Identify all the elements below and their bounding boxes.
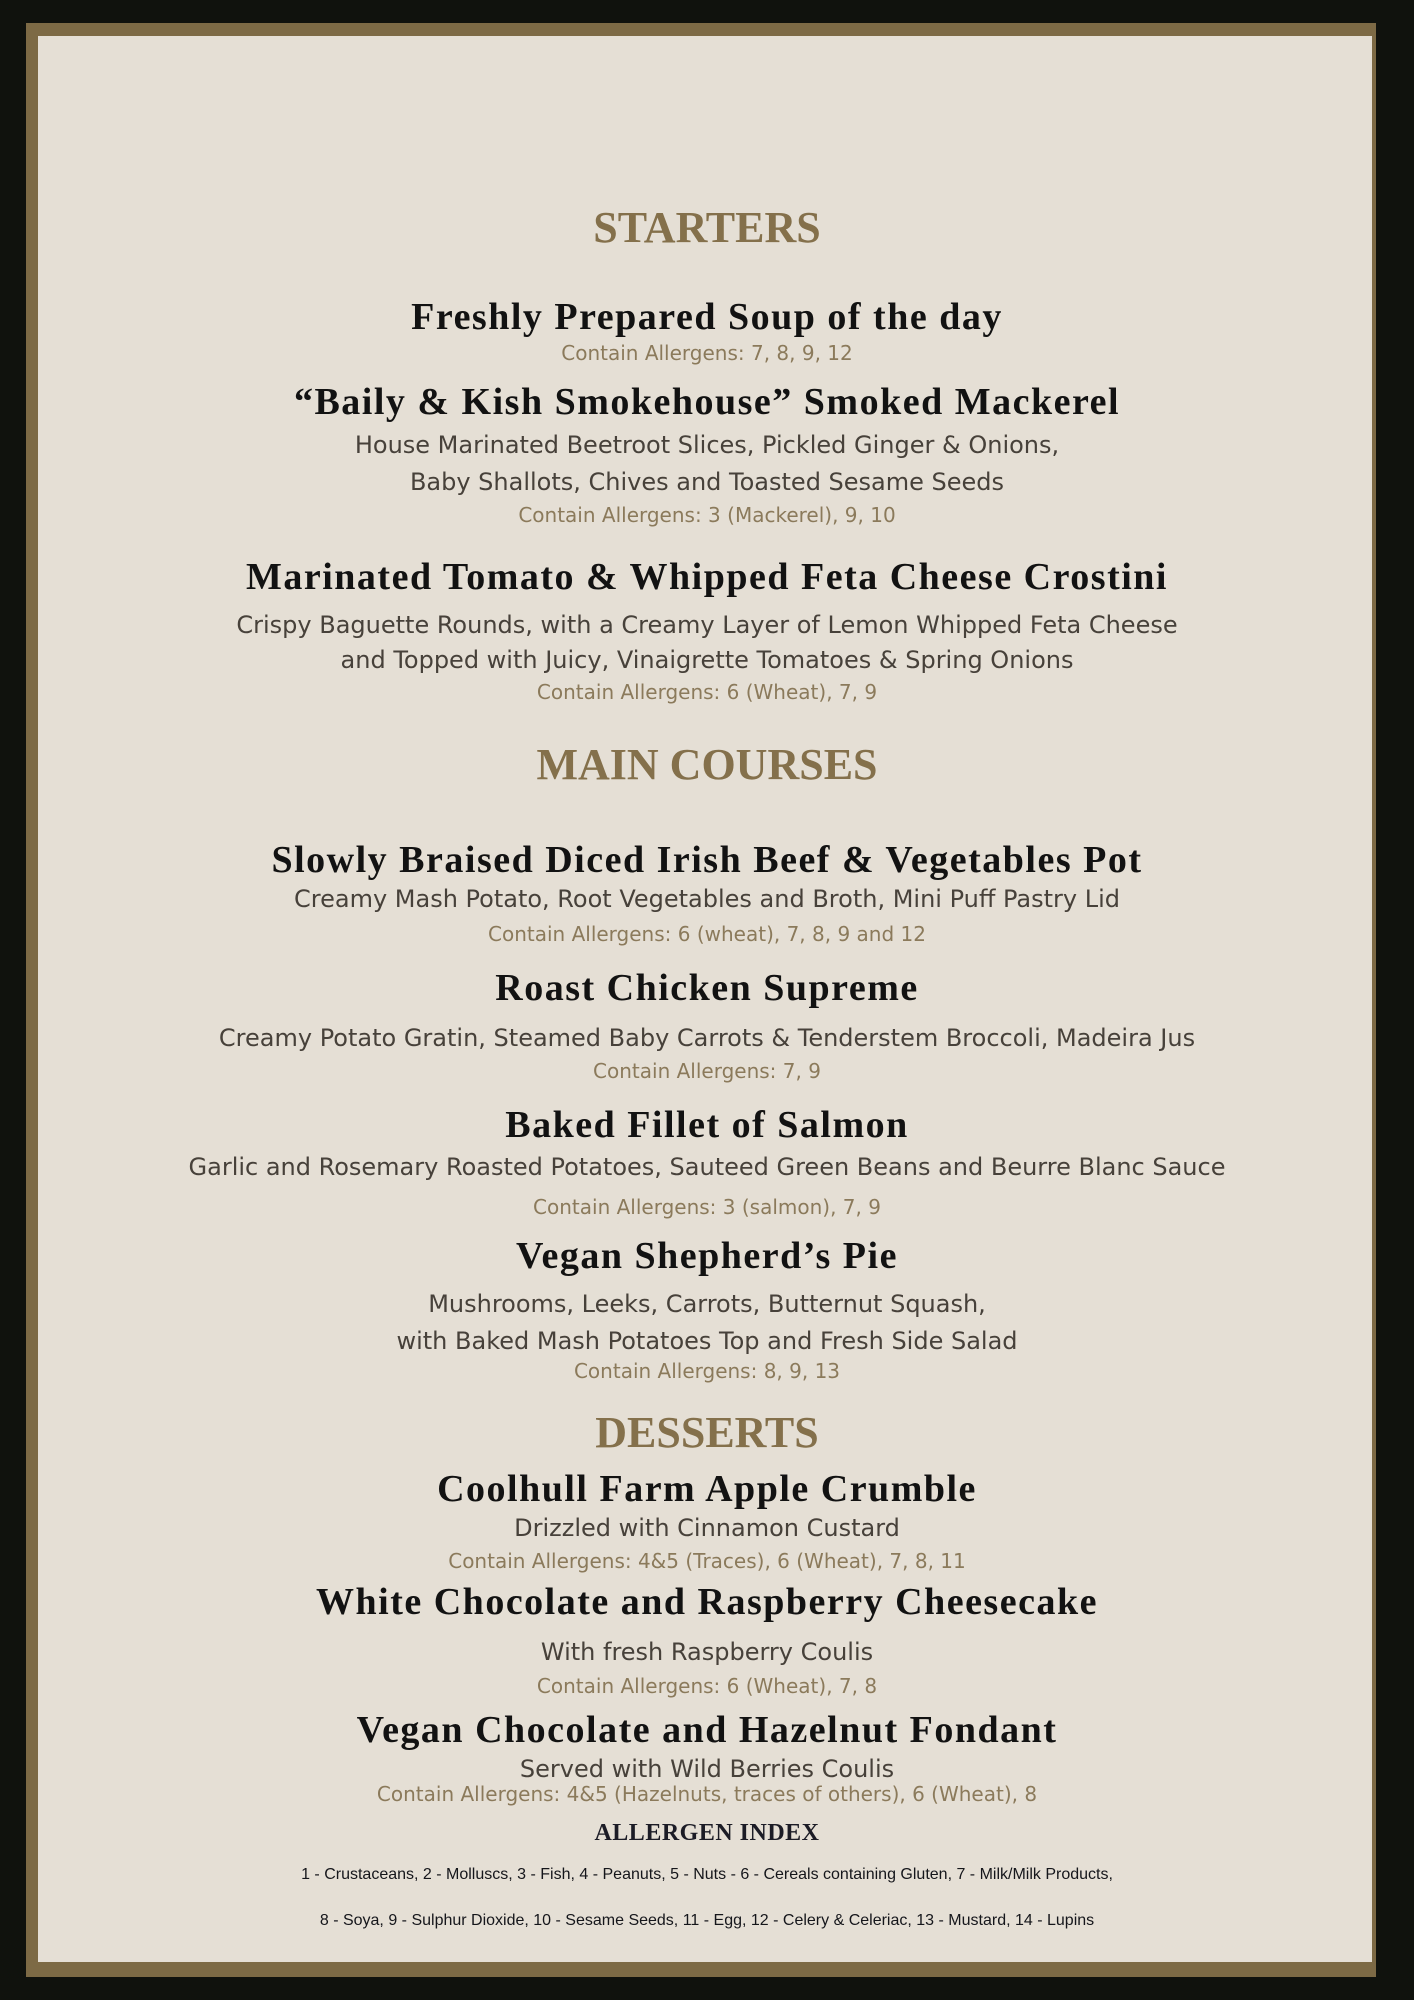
allergen-note-salmon: Contain Allergens: 3 (salmon), 7, 9	[533, 1195, 881, 1219]
dish-desc-shepherds-pie-line1: Mushrooms, Leeks, Carrots, Butternut Squash,	[428, 1290, 986, 1318]
allergen-note-beef-pot: Contain Allergens: 6 (wheat), 7, 8, 9 and 12	[488, 922, 926, 946]
allergen-note-fondant: Contain Allergens: 4&5 (Hazelnuts, traces of others), 6 (Wheat), 8	[376, 1782, 1038, 1806]
allergen-note-apple-crumble: Contain Allergens: 4&5 (Traces), 6 (Wheat), 7, 8, 11	[448, 1549, 966, 1573]
dish-desc-cheesecake: With fresh Raspberry Coulis	[540, 1638, 874, 1666]
dish-desc-mackerel-line1: House Marinated Beetroot Slices, Pickled Ginger & Onions,	[354, 431, 1060, 459]
section-heading-desserts: DESSERTS	[595, 1408, 819, 1457]
allergen-note-crostini: Contain Allergens: 6 (Wheat), 7, 9	[536, 680, 878, 704]
dish-name-soup: Freshly Prepared Soup of the day	[411, 296, 1003, 338]
dish-desc-salmon: Garlic and Rosemary Roasted Potatoes, Sauteed Green Beans and Beurre Blanc Sauce	[188, 1153, 1226, 1181]
dish-desc-beef-pot: Creamy Mash Potato, Root Vegetables and Broth, Mini Puff Pastry Lid	[294, 885, 1120, 913]
allergen-index-line-1: 1 - Crustaceans, 2 - Molluscs, 3 - Fish, 4 - Peanuts, 5 - Nuts - 6 - Cereals containing Gluten, 7 - Milk/Milk Products,	[301, 1866, 1113, 1883]
dish-name-apple-crumble: Coolhull Farm Apple Crumble	[437, 1468, 977, 1510]
allergen-index-line-2: 8 - Soya, 9 - Sulphur Dioxide, 10 - Sesame Seeds, 11 - Egg, 12 - Celery & Celeriac, 13 - Mustard, 14 - Lupins	[319, 1912, 1095, 1929]
dish-name-fondant: Vegan Chocolate and Hazelnut Fondant	[356, 1709, 1058, 1751]
dish-desc-crostini-line1: Crispy Baguette Rounds, with a Creamy Layer of Lemon Whipped Feta Cheese	[236, 611, 1178, 639]
dish-name-chicken: Roast Chicken Supreme	[495, 967, 919, 1009]
dish-name-cheesecake: White Chocolate and Raspberry Cheesecake	[316, 1581, 1098, 1623]
dish-name-beef-pot: Slowly Braised Diced Irish Beef & Vegetables Pot	[271, 839, 1143, 881]
dish-name-mackerel: “Baily & Kish Smokehouse” Smoked Mackerel	[293, 381, 1121, 423]
dish-name-salmon: Baked Fillet of Salmon	[505, 1104, 909, 1146]
dish-desc-shepherds-pie-line2: with Baked Mash Potatoes Top and Fresh Side Salad	[396, 1327, 1018, 1355]
dish-name-crostini: Marinated Tomato & Whipped Feta Cheese Crostini	[246, 556, 1168, 598]
allergen-note-mackerel: Contain Allergens: 3 (Mackerel), 9, 10	[518, 503, 896, 527]
allergen-index-title: ALLERGEN INDEX	[594, 1820, 820, 1846]
dish-desc-crostini-line2: and Topped with Juicy, Vinaigrette Tomatoes & Spring Onions	[340, 646, 1074, 674]
allergen-note-shepherds-pie: Contain Allergens: 8, 9, 13	[573, 1359, 841, 1383]
dish-name-shepherds-pie: Vegan Shepherd’s Pie	[516, 1235, 898, 1277]
allergen-note-cheesecake: Contain Allergens: 6 (Wheat), 7, 8	[536, 1674, 878, 1698]
dish-desc-fondant: Served with Wild Berries Coulis	[519, 1755, 895, 1783]
section-heading-mains: MAIN COURSES	[536, 740, 878, 789]
allergen-note-chicken: Contain Allergens: 7, 9	[593, 1059, 821, 1083]
dish-desc-apple-crumble: Drizzled with Cinnamon Custard	[514, 1514, 900, 1542]
allergen-note-soup: Contain Allergens: 7, 8, 9, 12	[561, 341, 853, 365]
dish-desc-mackerel-line2: Baby Shallots, Chives and Toasted Sesame Seeds	[409, 468, 1005, 496]
dish-desc-chicken: Creamy Potato Gratin, Steamed Baby Carrots & Tenderstem Broccoli, Madeira Jus	[218, 1024, 1196, 1052]
section-heading-starters: STARTERS	[593, 203, 821, 252]
